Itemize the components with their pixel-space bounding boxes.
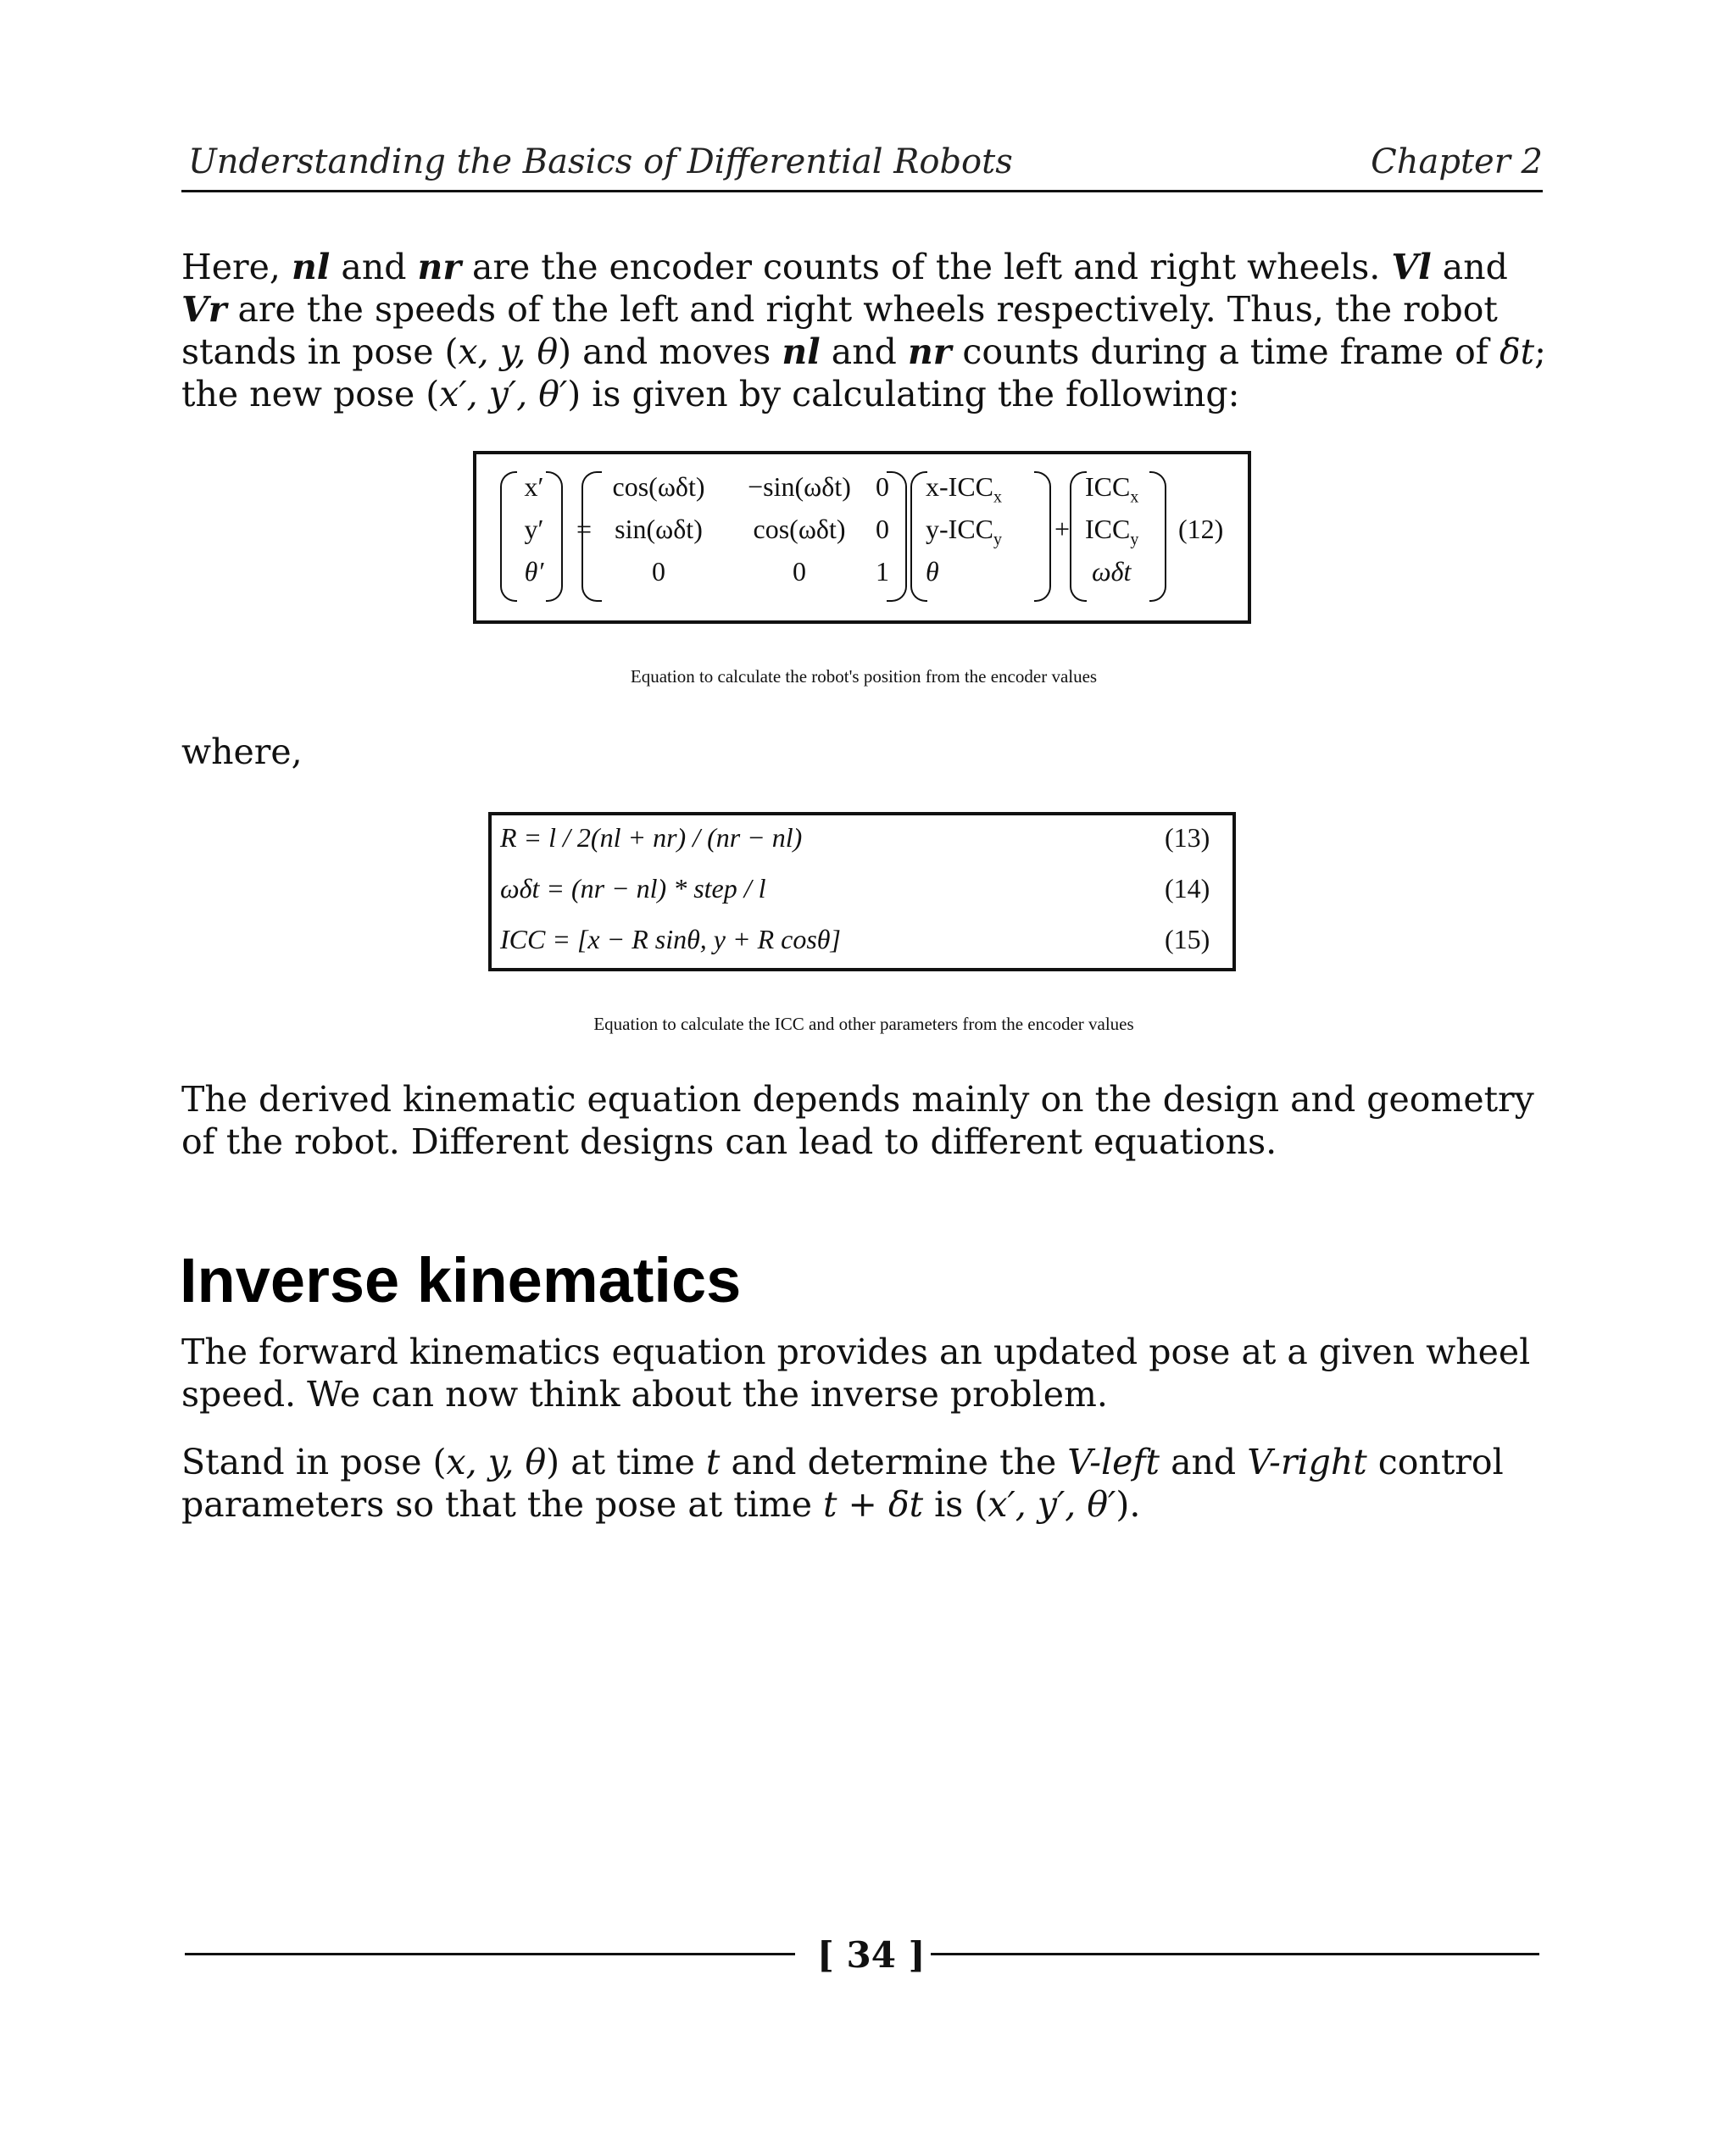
equation-14: ωδt = (nr − nl) * step / l bbox=[500, 873, 766, 904]
bracket bbox=[1034, 471, 1051, 602]
vec-text: y-ICC bbox=[926, 514, 993, 544]
page-number: [ 34 ] bbox=[817, 1934, 926, 1976]
text: and bbox=[1431, 247, 1508, 287]
var-nr: nr bbox=[417, 247, 461, 287]
equation-number: (14) bbox=[1165, 873, 1210, 904]
text: is ( bbox=[923, 1484, 988, 1525]
vec-text: x-ICC bbox=[926, 471, 993, 502]
text: ; the new pose ( bbox=[181, 331, 1546, 414]
text: ) at time bbox=[546, 1442, 706, 1482]
equation-number: (12) bbox=[1178, 514, 1224, 544]
bracket bbox=[1070, 471, 1087, 602]
delta-t: δt bbox=[1499, 331, 1535, 372]
text: and bbox=[1160, 1442, 1248, 1482]
pose: x, y, θ bbox=[458, 331, 559, 372]
rot-cell: 0 bbox=[793, 556, 806, 587]
var-vr: Vr bbox=[181, 289, 227, 330]
footer-rule-right bbox=[931, 1953, 1539, 1955]
text: are the encoder counts of the left and right wheels. bbox=[460, 247, 1392, 287]
vec-row bbox=[926, 514, 1002, 549]
var-nr: nr bbox=[907, 331, 952, 372]
bracket bbox=[910, 471, 927, 602]
text: ). bbox=[1116, 1484, 1141, 1525]
text: Stand in pose ( bbox=[181, 1442, 447, 1482]
add-omega: ωδt bbox=[1092, 556, 1132, 587]
rot-cell: 0 bbox=[876, 471, 889, 502]
var-vl: Vl bbox=[1391, 247, 1432, 287]
v-right: V-right bbox=[1247, 1442, 1367, 1482]
text: and determine the bbox=[720, 1442, 1068, 1482]
v-left: V-left bbox=[1067, 1442, 1160, 1482]
footer-rule-left bbox=[185, 1953, 795, 1955]
time-t: t bbox=[705, 1442, 721, 1482]
text: ) is given by calculating the following: bbox=[567, 374, 1240, 414]
text: control parameters so that the pose at time bbox=[181, 1442, 1504, 1525]
text: and bbox=[330, 247, 418, 287]
where-text: where, bbox=[181, 731, 303, 772]
inverse-problem-paragraph bbox=[181, 1441, 1546, 1526]
var-nl: nl bbox=[782, 331, 821, 372]
rot-cell: cos(ωδt) bbox=[612, 471, 705, 502]
section-heading: Inverse kinematics bbox=[180, 1245, 742, 1315]
rot-cell: sin(ωδt) bbox=[615, 514, 703, 544]
text: ) and moves bbox=[558, 331, 782, 372]
subscript: x bbox=[993, 487, 1002, 507]
vec-row bbox=[926, 471, 1002, 507]
running-header-title: Understanding the Basics of Differential Robots bbox=[188, 142, 1013, 181]
caption-equations-13-15: Equation to calculate the ICC and other parameters from the encoder values bbox=[593, 1014, 1134, 1034]
pose: x, y, θ bbox=[446, 1442, 547, 1482]
bracket bbox=[1149, 471, 1166, 602]
add-text: ICC bbox=[1085, 514, 1131, 544]
equation-13: R = l / 2(nl + nr) / (nr − nl) bbox=[500, 822, 803, 853]
rot-cell: 1 bbox=[876, 556, 889, 587]
subscript: y bbox=[993, 530, 1002, 549]
rot-cell: −sin(ωδt) bbox=[748, 471, 851, 502]
vec-theta: θ bbox=[926, 556, 939, 587]
equation-number: (13) bbox=[1165, 822, 1210, 853]
add-text: ICC bbox=[1085, 471, 1131, 502]
lhs-y: y′ bbox=[524, 514, 544, 544]
header-rule bbox=[181, 190, 1543, 192]
text: counts during a time frame of bbox=[951, 331, 1500, 372]
text: are the speeds of the left and right wheels respectively. Thus, the robot stands in pose ( bbox=[181, 289, 1498, 372]
plus-sign: + bbox=[1054, 514, 1071, 544]
lhs-theta: θ′ bbox=[524, 556, 544, 587]
lhs-x: x′ bbox=[524, 471, 544, 502]
time-t-plus-dt: t + δt bbox=[823, 1484, 924, 1525]
equation-15: ICC = [x − R sinθ, y + R cosθ] bbox=[500, 924, 841, 954]
subscript: x bbox=[1130, 487, 1139, 507]
intro-paragraph bbox=[181, 246, 1546, 415]
running-header-chapter: Chapter 2 bbox=[1371, 142, 1543, 181]
add-row bbox=[1085, 514, 1138, 549]
rot-cell: 0 bbox=[652, 556, 665, 587]
rot-cell: 0 bbox=[876, 514, 889, 544]
rot-cell: cos(ωδt) bbox=[753, 514, 846, 544]
inverse-intro-paragraph: The forward kinematics equation provides an updated pose at a given wheel speed. We can now think about the inverse problem. bbox=[181, 1332, 1531, 1415]
new-pose: x′, y′, θ′ bbox=[439, 374, 568, 414]
caption-equation-12: Equation to calculate the robot's position from the encoder values bbox=[630, 666, 1098, 687]
subscript: y bbox=[1130, 530, 1139, 549]
var-nl: nl bbox=[291, 247, 331, 287]
add-row bbox=[1085, 471, 1138, 507]
text: and bbox=[820, 331, 908, 372]
equation-12-box bbox=[473, 451, 1251, 624]
equals-sign: = bbox=[576, 514, 593, 544]
equation-number: (15) bbox=[1165, 924, 1210, 954]
kinematic-paragraph: The derived kinematic equation depends mainly on the design and geometry of the robot. Different designs can lead to different equations. bbox=[181, 1079, 1534, 1162]
new-pose: x′, y′, θ′ bbox=[988, 1484, 1116, 1525]
text: Here, bbox=[181, 247, 292, 287]
